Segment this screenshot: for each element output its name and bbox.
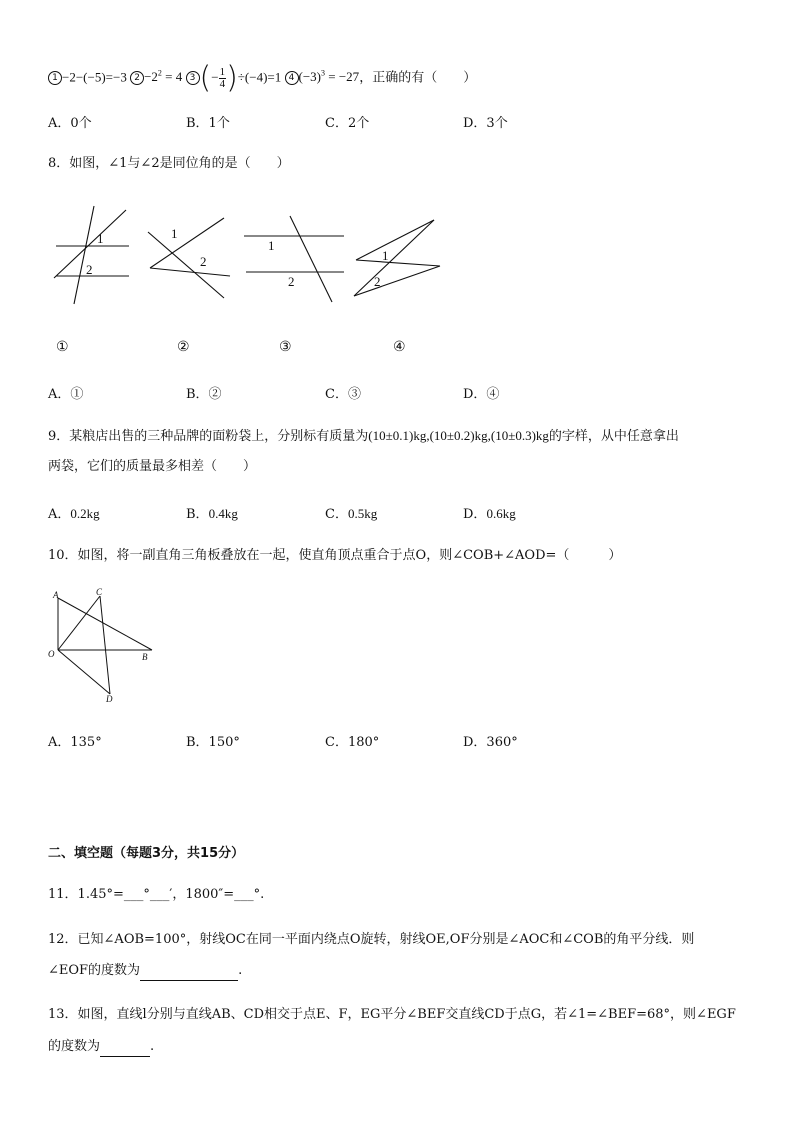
q10-label-a: A — [53, 590, 59, 600]
q7-stem-suffix: ，正确的有（ ） — [359, 69, 477, 85]
q7-statements: 1 −2−(−5)=−3 $2 -2^2 = 4$ 3 (− $\frac{1}{4}$ )÷(−4)=1 4 $(-3)^3 = -27$，正确的有（ ） — [48, 58, 476, 90]
q10-option-c[interactable]: C．180° — [325, 735, 380, 750]
q12-answer-blank[interactable] — [140, 962, 238, 981]
q8-option-d[interactable]: D．④ — [463, 387, 500, 402]
q13-answer-blank[interactable] — [100, 1038, 150, 1057]
q10-label-d: D — [106, 694, 113, 704]
q9-option-c[interactable]: C．0.5kg — [325, 506, 378, 522]
q8-figures — [44, 198, 464, 318]
circle-2: 2 — [130, 71, 144, 85]
q11-text: 11．1.45°=___°___′，1800″=___°. — [48, 887, 265, 902]
q10-option-b[interactable]: B．150° — [186, 735, 240, 750]
q10-figure — [44, 586, 164, 706]
q8-stem: 8．如图，∠1与∠2是同位角的是（ ） — [48, 156, 290, 171]
q8-option-c[interactable]: C．③ — [325, 387, 361, 402]
fig3-label-1: 1 — [268, 238, 275, 253]
q9-option-b[interactable]: B．0.4kg — [186, 506, 238, 522]
q13-line1: 13．如图，直线l分别与直线AB、CD相交于点E、F，EG平分∠BEF交直线CD于点G，若∠1=∠BEF=68°，则∠EGF — [48, 1007, 736, 1022]
fig3-label-2: 2 — [288, 274, 295, 289]
fig1-label-1: 1 — [97, 231, 104, 246]
q12-line2: ∠EOF的度数为 . — [48, 962, 242, 981]
q9-masses: (10±0.1)kg,(10±0.2)kg,(10±0.3)kg — [368, 428, 549, 443]
q9-option-d[interactable]: D．0.6kg — [463, 506, 516, 522]
q10-label-o: O — [48, 649, 55, 659]
q8-fig-label-1: ① — [56, 339, 69, 355]
q9-option-a[interactable]: A．0.2kg — [48, 506, 100, 522]
q13-line2: 的度数为 . — [48, 1038, 154, 1057]
fig2-label-2: 2 — [200, 254, 207, 269]
section2-title: 二、填空题（每题3分，共15分） — [48, 846, 245, 861]
circle-4: 4 — [285, 71, 299, 85]
q8-fig-label-3: ③ — [279, 339, 292, 355]
q8-option-a[interactable]: A．① — [48, 387, 84, 402]
q10-stem: 10．如图，将一副直角三角板叠放在一起，使直角顶点重合于点O，则∠COB+∠AOD=（ ） — [48, 548, 622, 563]
fig4-label-1: 1 — [382, 248, 389, 263]
q8-fig-label-2: ② — [177, 339, 190, 355]
q12-line1: 12．已知∠AOB=100°，射线OC在同一平面内绕点O旋转，射线OE,OF分别是∠AOC和∠COB的角平分线．则 — [48, 932, 695, 947]
q7-option-a[interactable]: A．0个 — [48, 116, 92, 131]
fraction-one-quarter: $\frac{1}{4}$ — [219, 65, 226, 90]
q10-option-a[interactable]: A．135° — [48, 735, 102, 750]
q7-option-d[interactable]: D．3个 — [463, 116, 508, 131]
q7-option-c[interactable]: C．2个 — [325, 116, 370, 131]
fig1-label-2: 2 — [86, 262, 93, 277]
circle-3: 3 — [186, 71, 200, 85]
q7-option-b[interactable]: B．1个 — [186, 116, 230, 131]
fig4-label-2: 2 — [374, 274, 381, 289]
fig2-label-1: 1 — [171, 226, 178, 241]
q8-option-b[interactable]: B．② — [186, 387, 222, 402]
q10-option-d[interactable]: D．360° — [463, 735, 518, 750]
q9-stem-line2: 两袋，它们的质量最多相差（ ） — [48, 459, 257, 474]
circle-1: 1 — [48, 71, 62, 85]
q10-label-c: C — [96, 587, 103, 597]
q9-stem-line1: 9．某粮店出售的三种品牌的面粉袋上，分别标有质量为(10±0.1)kg,(10±0.2)kg,(10±0.3)kg的字样，从中任意拿出 — [48, 428, 679, 444]
q10-label-b: B — [142, 652, 148, 662]
q8-fig-label-4: ④ — [393, 339, 406, 355]
